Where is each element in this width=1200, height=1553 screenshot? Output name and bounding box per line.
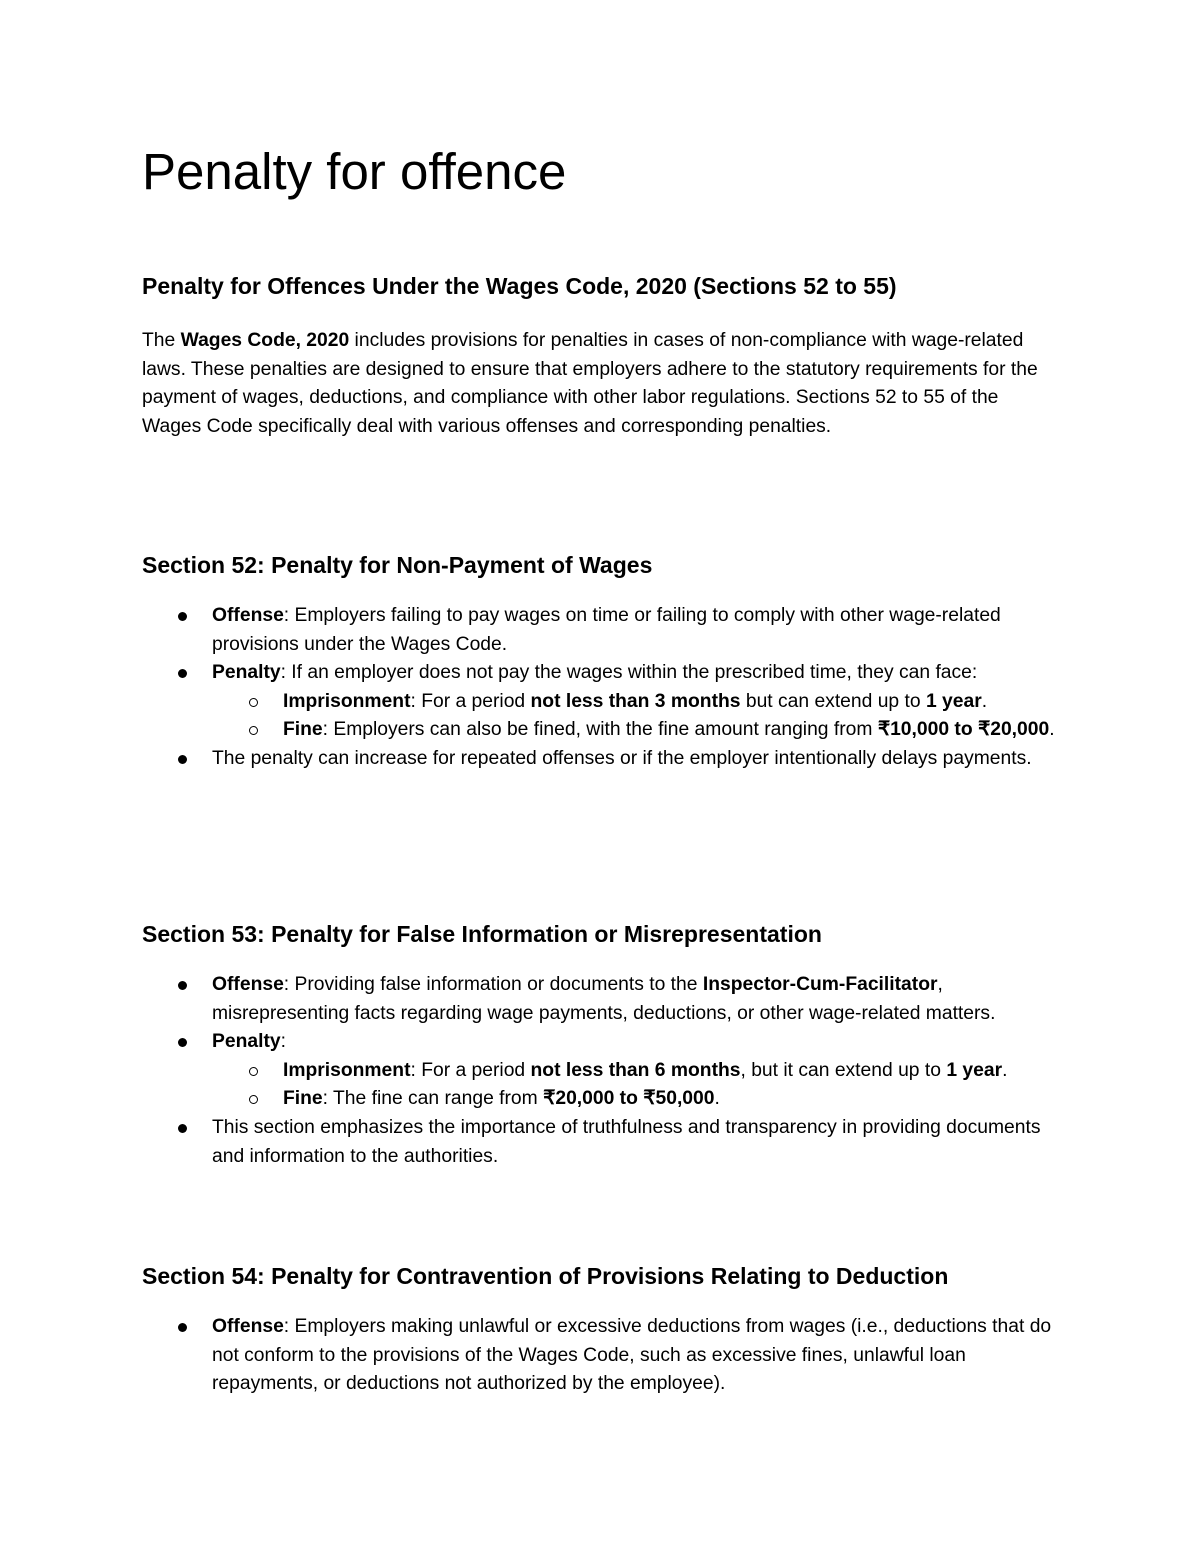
- section-52: [142, 549, 1062, 774]
- section-54: [142, 1260, 1062, 1399]
- bullet-circle-icon: [249, 1067, 258, 1076]
- fine-text: : Employers can also be fined, with the fine amount ranging from: [322, 719, 878, 741]
- list-item: [142, 1313, 1062, 1399]
- bullet-circle-icon: [249, 698, 258, 707]
- section-54-heading: Section 54: Penalty for Contravention of Provisions Relating to Deduction: [142, 1263, 949, 1289]
- imprisonment-max: 1 year: [925, 690, 982, 712]
- bullet-disc-icon: [178, 1038, 187, 1047]
- document-subtitle: Penalty for Offences Under the Wages Code, 2020 (Sections 52 to 55): [142, 273, 897, 299]
- imprisonment-label: Imprisonment: [283, 1059, 411, 1081]
- imprisonment-label: Imprisonment: [283, 690, 411, 712]
- offense-text: : Employers making unlawful or excessive deductions from wages (i.e., deductions that do not conform to the provisions of the Wages Code, such as excessive fines, unlawful loan repayments, or deductions not authorized by the employee).: [212, 1316, 1052, 1395]
- offense-text-rest: , misrepresenting facts regarding wage payments, deductions, or other wage-related matters.: [212, 974, 996, 1024]
- document-title: Penalty for offence: [142, 143, 567, 200]
- bullet-disc-icon: [178, 755, 187, 764]
- offense-label: Offense: [212, 974, 284, 995]
- bullet-disc-icon: [178, 981, 187, 990]
- list-item: [212, 688, 1062, 717]
- section-54-list: [142, 1313, 1062, 1399]
- imprisonment-text: : For a period: [410, 690, 531, 712]
- penalty-sublist: [212, 688, 1062, 745]
- imprisonment-min: not less than 6 months: [530, 1059, 741, 1081]
- fine-end: .: [1049, 719, 1055, 741]
- penalty-text: : If an employer does not pay the wages within the prescribed time, they can face:: [280, 662, 978, 684]
- offense-text: : Employers failing to pay wages on time or failing to comply with other wage-related provisions under the Wages Code.: [212, 605, 1001, 655]
- fine-range: ₹20,000 to ₹50,000: [543, 1088, 715, 1110]
- offense-label: Offense: [212, 605, 284, 626]
- intro-prefix: The: [142, 330, 181, 351]
- bullet-disc-icon: [178, 669, 187, 678]
- fine-range: ₹10,000 to ₹20,000: [877, 719, 1050, 741]
- section-53-heading: Section 53: Penalty for False Information or Misrepresentation: [142, 921, 822, 947]
- list-item: [142, 745, 1062, 774]
- fine-label: Fine: [283, 1088, 323, 1110]
- imprisonment-end: .: [1002, 1059, 1008, 1081]
- intro-paragraph: [142, 327, 1057, 441]
- penalty-sublist: [212, 1057, 1062, 1114]
- bullet-disc-icon: [178, 612, 187, 621]
- bullet-circle-icon: [249, 726, 258, 735]
- offense-label: Offense: [212, 1316, 284, 1337]
- list-item: [212, 1057, 1062, 1086]
- penalty-text: :: [280, 1031, 286, 1053]
- note-text: This section emphasizes the importance of truthfulness and transparency in providing documents and information to the authorities.: [212, 1116, 1041, 1167]
- imprisonment-max: 1 year: [946, 1059, 1003, 1081]
- offense-text: : Providing false information or documents to the: [283, 974, 703, 995]
- imprisonment-min: not less than 3 months: [530, 690, 741, 712]
- bullet-circle-icon: [249, 1095, 258, 1104]
- section-53: [142, 918, 1062, 1171]
- list-item: [142, 971, 1062, 1028]
- imprisonment-text-mid: but can extend up to: [740, 690, 926, 712]
- list-item: [142, 1028, 1062, 1114]
- penalty-label: Penalty: [212, 662, 281, 684]
- list-item: [142, 602, 1062, 659]
- intro-rest: includes provisions for penalties in cases of non-compliance with wage-related laws. These penalties are designed to ensure that employers adhere to the statutory requirements for the payment of wages, deductions, and compliance with other labor regulations. Sections 52 to 55 of the Wages Code specifically deal with various offenses and corresponding penalties.: [142, 330, 1038, 437]
- bullet-disc-icon: [178, 1124, 187, 1133]
- imprisonment-end: .: [981, 690, 988, 712]
- fine-text: : The fine can range from: [322, 1088, 544, 1110]
- note-text: The penalty can increase for repeated offenses or if the employer intentionally delays payments.: [212, 747, 1032, 769]
- section-53-list: [142, 971, 1062, 1171]
- imprisonment-text-mid: , but it can extend up to: [740, 1059, 947, 1081]
- penalty-label: Penalty: [212, 1031, 281, 1053]
- fine-end: .: [714, 1088, 720, 1110]
- list-item: [212, 716, 1062, 745]
- offense-authority: Inspector-Cum-Facilitator: [702, 974, 938, 995]
- section-52-heading: Section 52: Penalty for Non-Payment of Wages: [142, 552, 653, 578]
- list-item: [142, 659, 1062, 745]
- list-item: [212, 1085, 1062, 1114]
- fine-label: Fine: [283, 719, 323, 741]
- imprisonment-text: : For a period: [410, 1059, 531, 1081]
- intro-bold: Wages Code, 2020: [180, 330, 350, 351]
- section-52-list: [142, 602, 1062, 774]
- list-item: [142, 1114, 1062, 1171]
- bullet-disc-icon: [178, 1323, 187, 1332]
